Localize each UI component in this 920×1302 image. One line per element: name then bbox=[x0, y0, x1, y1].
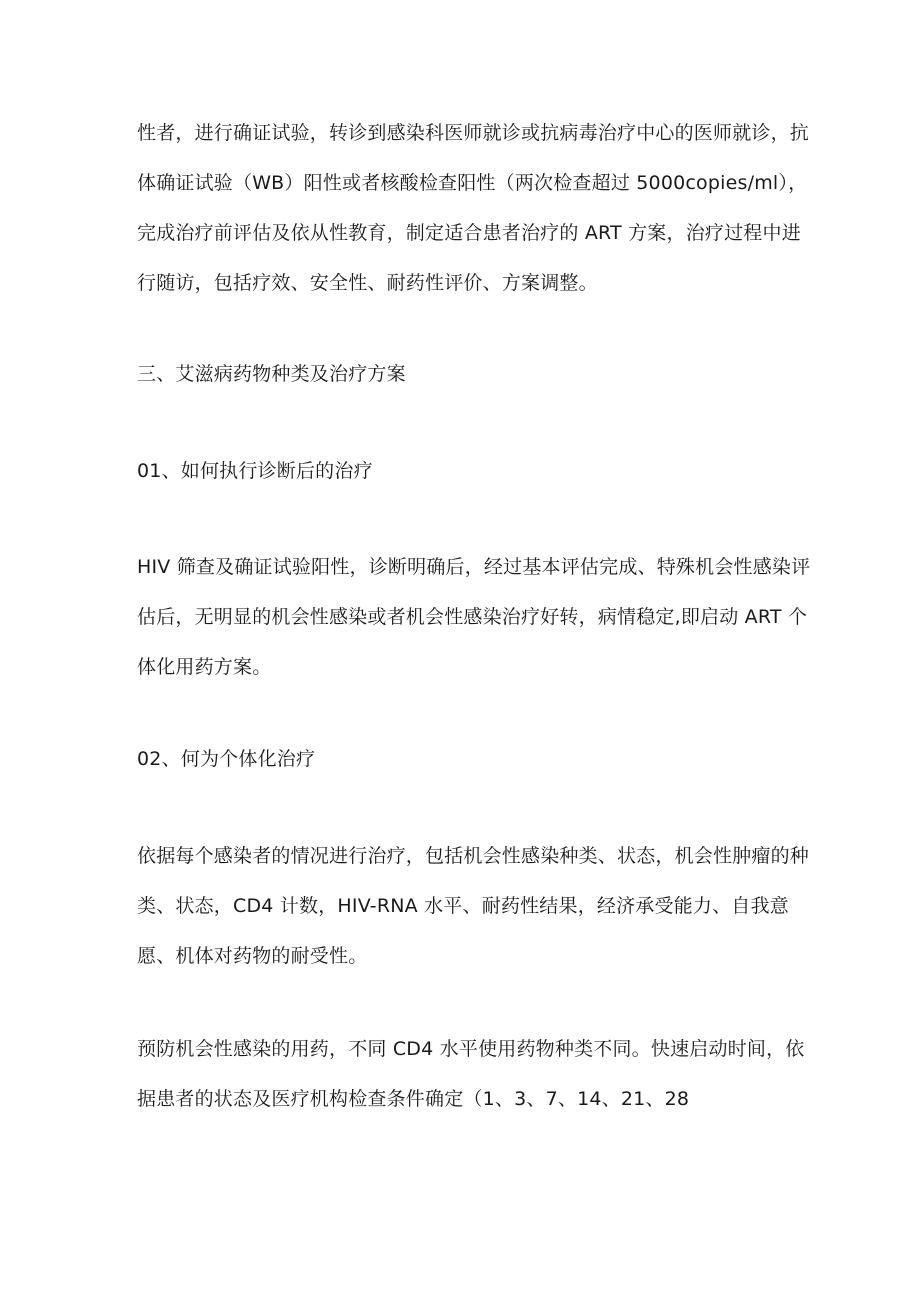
q2-answer-line-2: 类、状态，CD4 计数，HIV-RNA 水平、耐药性结果，经济承受能力、自我意 bbox=[137, 895, 789, 917]
intro-line-2: 体确证试验（WB）阳性或者核酸检查阳性（两次检查超过 5000copies/ml）， bbox=[137, 172, 808, 194]
q2-answer-line-3: 愿、机体对药物的耐受性。 bbox=[137, 945, 368, 967]
section-heading bbox=[137, 349, 797, 399]
question-2-heading bbox=[137, 734, 797, 784]
q1-answer-line-3: 体化用药方案。 bbox=[137, 656, 272, 678]
intro-line-1: 性者，进行确证试验，转诊到感染科医师就诊或抗病毒治疗中心的医师就诊，抗 bbox=[137, 122, 810, 144]
prevention-line-2: 据患者的状态及医疗机构检查条件确定（1、3、7、14、21、28 bbox=[137, 1088, 690, 1110]
question-1-answer bbox=[137, 542, 811, 692]
section-heading-text: 三、艾滋病药物种类及治疗方案 bbox=[137, 363, 406, 385]
prevention-paragraph bbox=[137, 1024, 805, 1124]
intro-line-4: 行随访，包括疗效、安全性、耐药性评价、方案调整。 bbox=[137, 272, 598, 294]
question-1-heading-text: 01、如何执行诊断后的治疗 bbox=[137, 460, 373, 482]
question-2-answer bbox=[137, 831, 810, 981]
prevention-line-1: 预防机会性感染的用药，不同 CD4 水平使用药物种类不同。快速启动时间，依 bbox=[137, 1038, 805, 1060]
q2-answer-line-1: 依据每个感染者的情况进行治疗，包括机会性感染种类、状态，机会性肿瘤的种 bbox=[137, 845, 810, 867]
intro-line-3: 完成治疗前评估及依从性教育，制定适合患者治疗的 ART 方案，治疗过程中进 bbox=[137, 222, 801, 244]
q1-answer-line-2: 估后，无明显的机会性感染或者机会性感染治疗好转，病情稳定,即启动 ART 个 bbox=[137, 606, 808, 628]
q1-answer-line-1: HIV 筛查及确证试验阳性，诊断明确后，经过基本评估完成、特殊机会性感染评 bbox=[137, 556, 811, 578]
question-2-heading-text: 02、何为个体化治疗 bbox=[137, 748, 316, 770]
question-1-heading bbox=[137, 446, 797, 496]
intro-paragraph bbox=[137, 108, 810, 308]
